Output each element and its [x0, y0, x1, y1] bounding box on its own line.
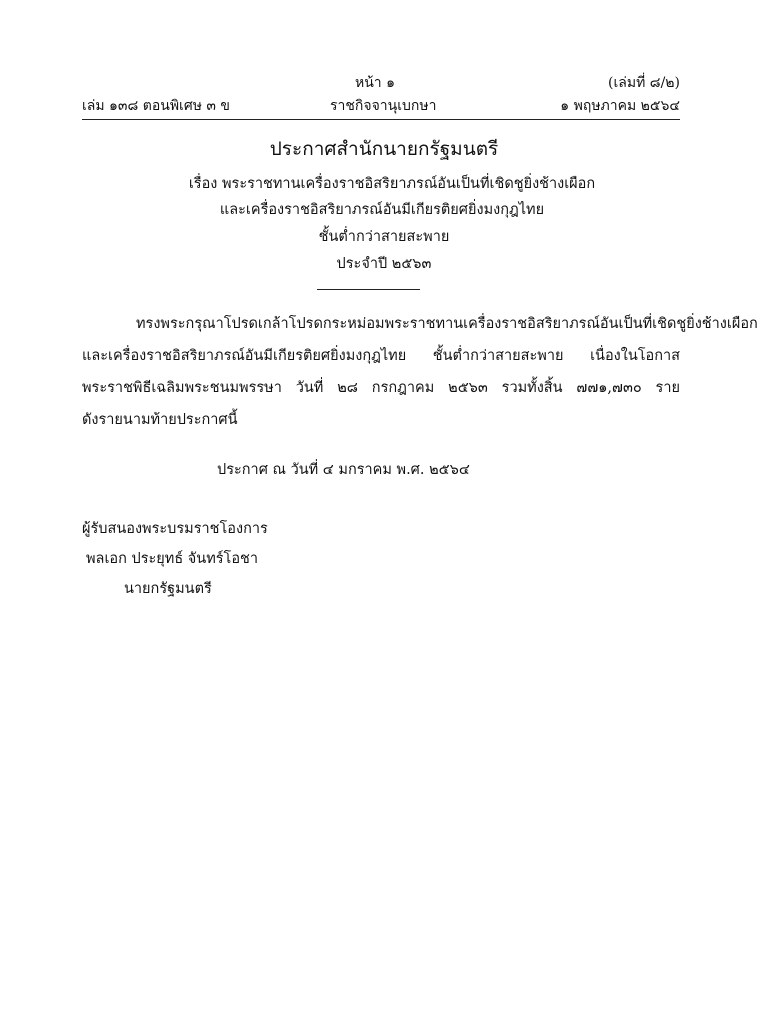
- body-line-1: ทรงพระกรุณาโปรดเกล้าโปรดกระหม่อมพระราชทานเครื่องราชอิสริยาภรณ์อันเป็นที่เชิดชูยิ่งช้างเผือก: [136, 316, 758, 332]
- page-number: หน้า ๑: [355, 75, 395, 91]
- body-line-4: ดังรายนามท้ายประกาศนี้: [82, 412, 238, 428]
- issue-reference: เล่ม ๑๓๘ ตอนพิเศษ ๓ ข: [82, 98, 230, 114]
- header-divider: [82, 119, 680, 120]
- signatory-name: พลเอก ประยุทธ์ จันทร์โอชา: [86, 551, 259, 567]
- document-title: ประกาศสำนักนายกรัฐมนตรี: [269, 138, 499, 160]
- announcement-date: ประกาศ ณ วันที่ ๔ มกราคม พ.ศ. ๒๕๖๔: [217, 462, 470, 478]
- subject-line-1: เรื่อง พระราชทานเครื่องราชอิสริยาภรณ์อันเป็นที่เชิดชูยิ่งช้างเผือก: [188, 176, 596, 192]
- subject-line-2: และเครื่องราชอิสริยาภรณ์อันมีเกียรติยศยิ่งมงกุฎไทย: [219, 202, 545, 218]
- subject-line-4: ประจำปี ๒๕๖๓: [336, 256, 432, 272]
- title-divider: [317, 289, 420, 290]
- volume-reference: (เล่มที่ ๘/๒): [608, 75, 680, 91]
- countersign-label: ผู้รับสนองพระบรมราชโองการ: [82, 521, 268, 537]
- body-line-2: และเครื่องราชอิสริยาภรณ์อันมีเกียรติยศยิ่งมงกุฎไทย ชั้นต่ำกว่าสายสะพาย เนื่องในโอกาส: [82, 348, 680, 364]
- signatory-position: นายกรัฐมนตรี: [124, 581, 212, 597]
- subject-line-3: ชั้นต่ำกว่าสายสะพาย: [318, 229, 450, 245]
- publication-date: ๑ พฤษภาคม ๒๕๖๔: [560, 98, 680, 114]
- gazette-name: ราชกิจจานุเบกษา: [330, 98, 437, 114]
- body-line-3: พระราชพิธีเฉลิมพระชนมพรรษา วันที่ ๒๘ กรกฎาคม ๒๕๖๓ รวมทั้งสิ้น ๗๗๑,๗๓๐ ราย: [82, 380, 680, 396]
